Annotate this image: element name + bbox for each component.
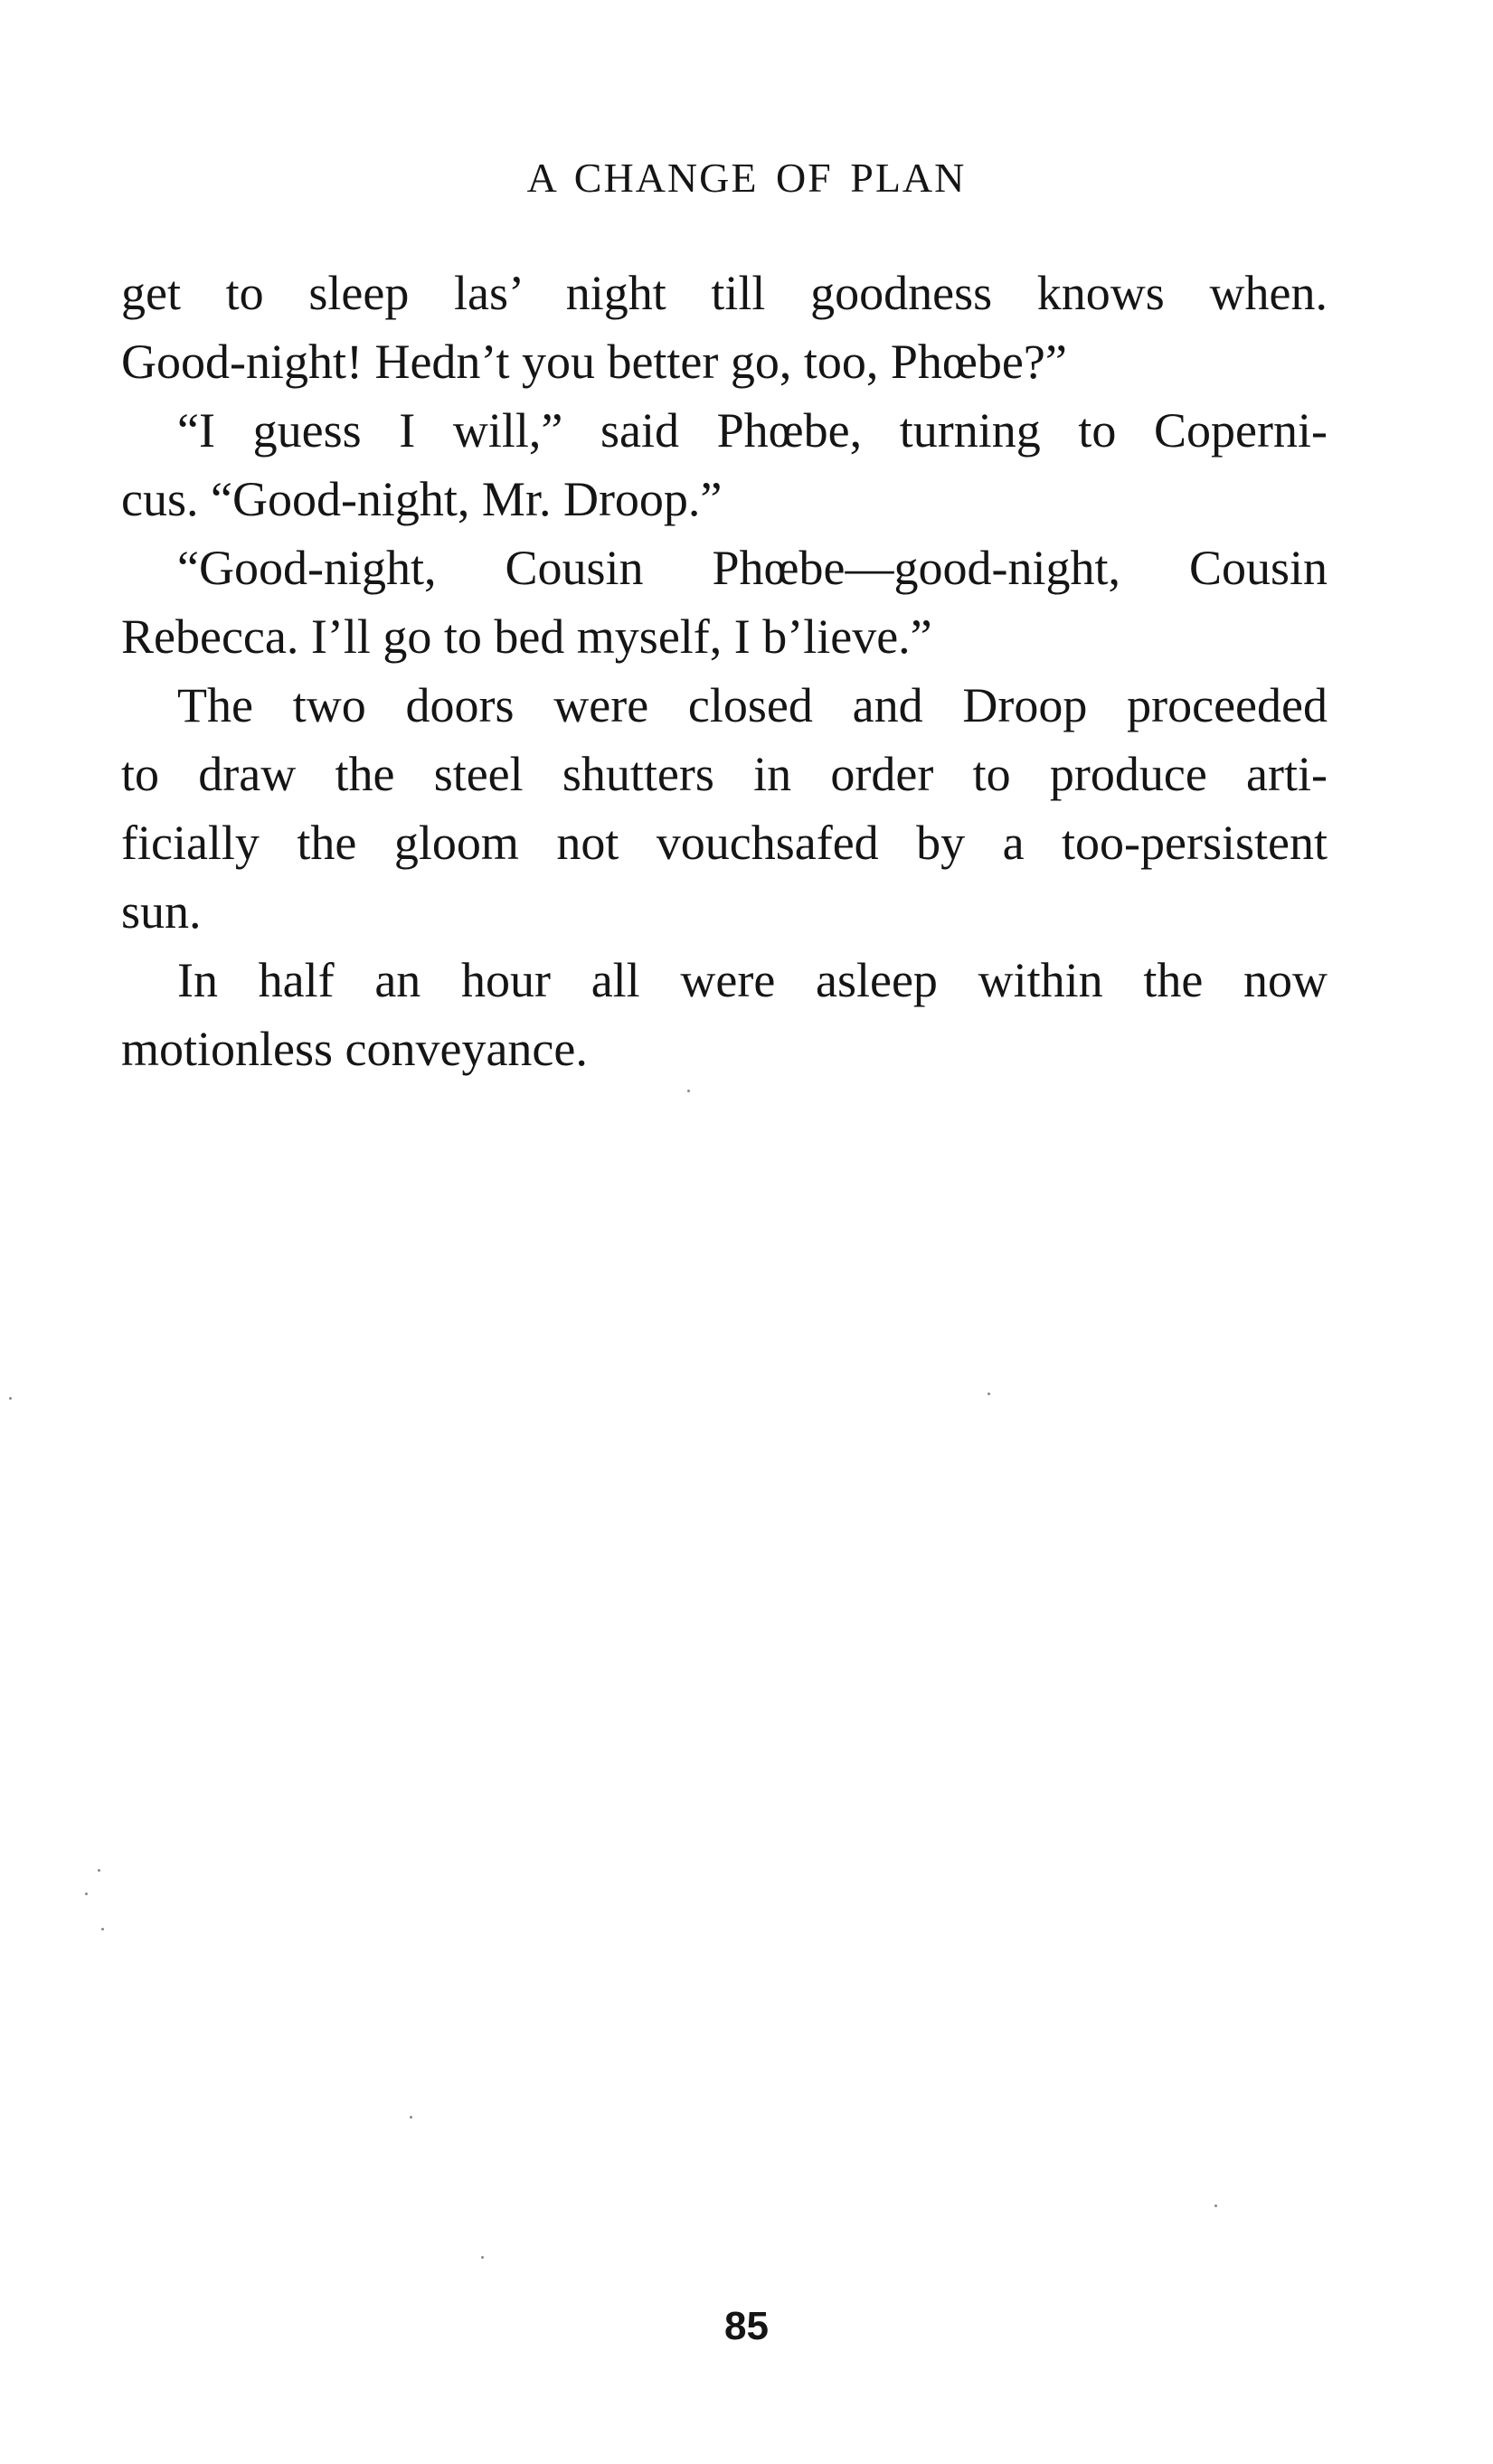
page-number: 85 [724,2304,769,2348]
scan-speck [410,2116,412,2119]
text-line: motionless conveyance. [121,1022,588,1076]
scan-speck [98,1869,100,1872]
text-line: Rebecca. I’ll go to bed myself, I b’lieve.” [121,609,932,664]
body-text [121,259,1328,1083]
text-line: get to sleep las’ night till goodness knows when. [121,266,1328,320]
text-line: “Good-night, Cousin Phœbe—good-night, Cousin [177,541,1328,595]
running-head: A CHANGE OF PLAN [526,155,967,201]
scan-speck [987,1392,990,1395]
text-line: In half an hour all were asleep within the now [177,953,1328,1007]
text-line: cus. “Good-night, Mr. Droop.” [121,472,723,526]
scan-speck [101,1928,104,1931]
scan-speck [481,2256,484,2259]
text-line: “I guess I will,” said Phœbe, turning to Coperni- [177,403,1328,458]
text-line: sun. [121,884,202,939]
scan-speck [9,1397,12,1400]
text-line: ficially the gloom not vouchsafed by a too-persistent [121,816,1328,870]
text-line: to draw the steel shutters in order to produce arti- [121,747,1328,801]
scan-speck [1214,2204,1217,2207]
text-line: Good-night! Hedn’t you better go, too, Phœbe?” [121,335,1067,389]
scan-speck [687,1090,690,1092]
scan-speck [85,1893,88,1895]
text-line: The two doors were closed and Droop proceeded [177,678,1328,732]
